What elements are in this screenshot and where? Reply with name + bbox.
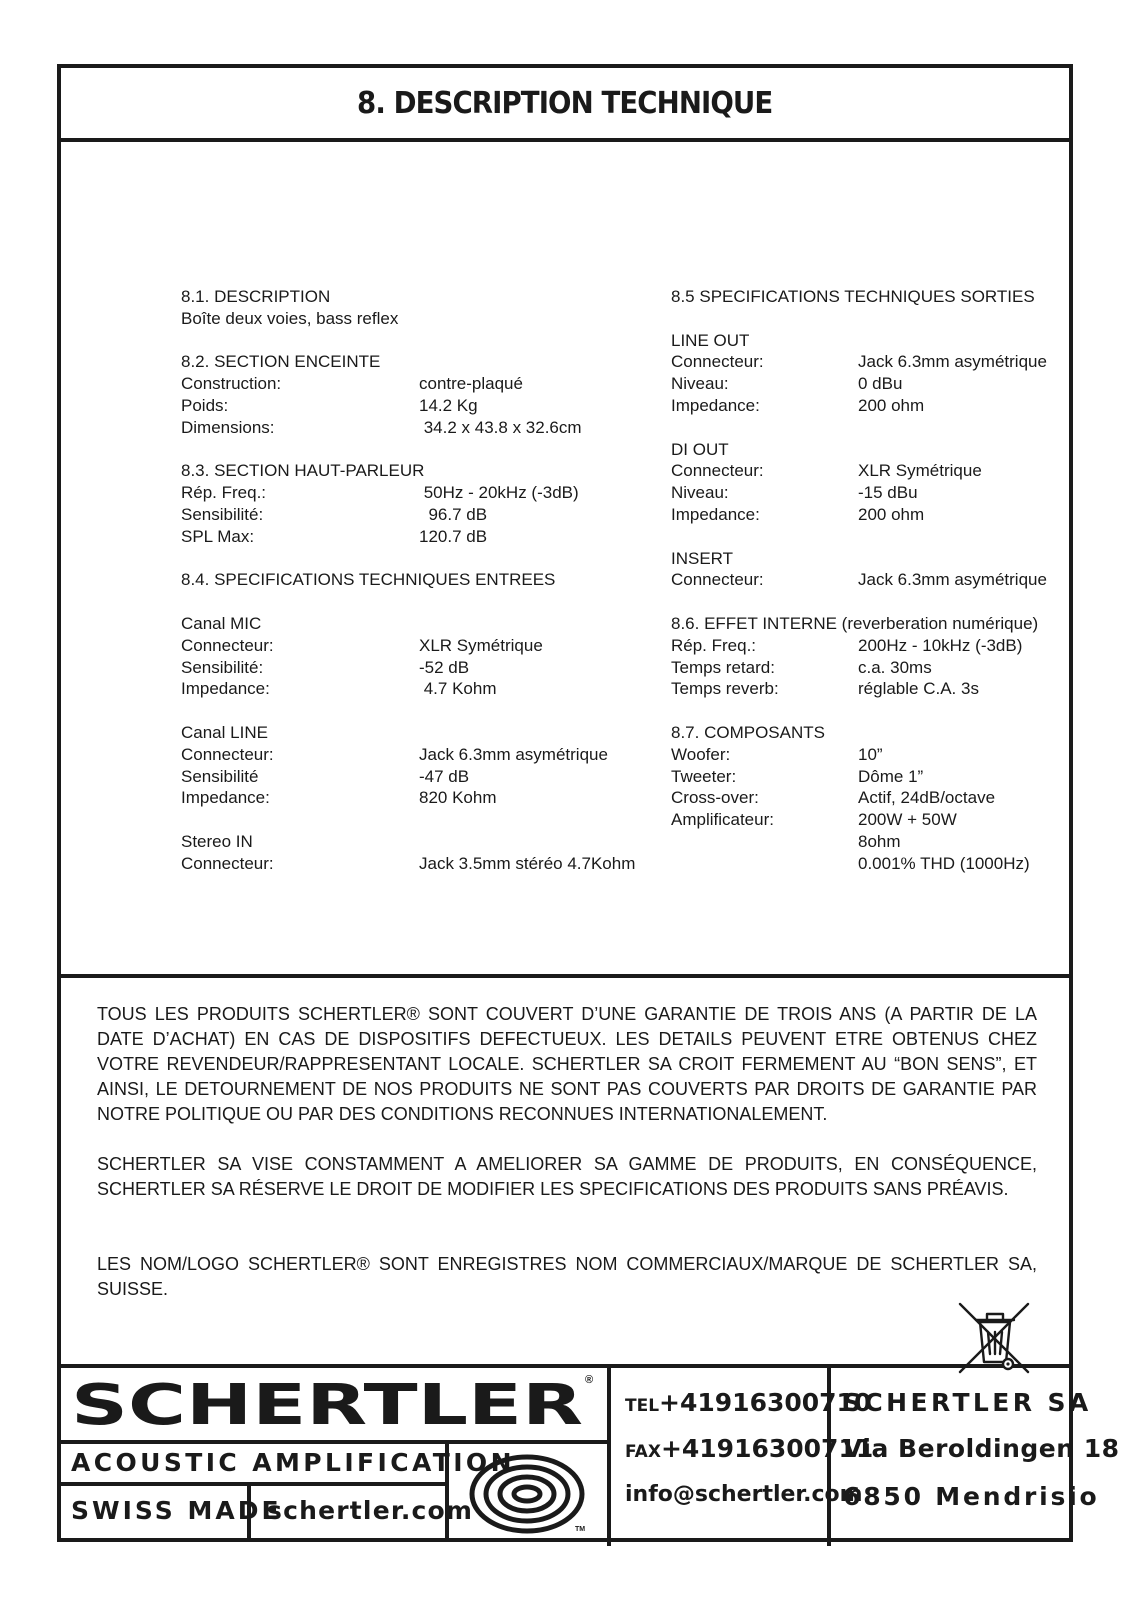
spec-label: SPL Max: <box>181 526 255 546</box>
spec-row <box>181 635 635 657</box>
spec-row <box>671 787 1047 809</box>
page-title: 8. DESCRIPTION TECHNIQUE <box>357 85 773 121</box>
spec-row <box>181 853 635 875</box>
spec-value: 200 ohm <box>858 504 925 524</box>
spacer <box>671 700 1047 722</box>
spec-label: Sensibilité: <box>181 504 264 524</box>
spec-row <box>181 504 635 526</box>
tagline-cell <box>61 1444 515 1486</box>
spec-value: 200 ohm <box>858 395 925 415</box>
spec-value: XLR Symétrique <box>419 635 543 655</box>
spec-label: Impedance: <box>671 504 760 524</box>
swiss-made-cell <box>61 1486 282 1542</box>
spec-value: 200W + 50W <box>858 810 957 830</box>
spec-value: contre-plaqué <box>419 374 523 394</box>
spec-label: Connecteur: <box>671 461 764 481</box>
spec-label: Construction: <box>181 374 282 394</box>
spec-value: 50Hz - 20kHz (-3dB) <box>419 483 579 503</box>
spec-row <box>671 569 1047 591</box>
spec-heading: DI OUT <box>671 439 729 459</box>
tagline: ACOUSTIC AMPLIFICATION <box>71 1448 515 1477</box>
spec-value: réglable C.A. 3s <box>858 679 979 699</box>
spec-row <box>181 766 635 788</box>
spec-heading: 8.1. DESCRIPTION <box>181 287 331 306</box>
trademark-paragraph: LES NOM/LOGO SCHERTLER® SONT ENREGISTRES NOM COMMERCIAUX/MARQUE DE SCHERTLER SA, SUISSE. <box>97 1254 1037 1299</box>
spacer <box>181 439 635 461</box>
spec-row <box>671 504 1047 526</box>
spec-value: -47 dB <box>419 766 470 786</box>
swiss-made-label: SWISS MADE <box>71 1496 282 1525</box>
spec-label: Niveau: <box>671 483 729 503</box>
spec-label: Connecteur: <box>181 853 274 873</box>
spacer <box>671 526 1047 548</box>
spec-label: Sensibilité: <box>181 657 264 677</box>
spec-value: Jack 3.5mm stéréo 4.7Kohm <box>419 853 636 873</box>
product-changes-paragraph: SCHERTLER SA VISE CONSTAMMENT A AMELIORER SA GAMME DE PRODUITS, EN CONSÉQUENCE, SCHERTLER SA RÉSERVE LE DROIT DE MODIFIER LES SPECIFICATIONS DES PRODUITS SANS PRÉAVIS. <box>97 1154 1037 1199</box>
spec-label: Impedance: <box>181 679 270 699</box>
spec-row <box>181 657 635 679</box>
spec-heading: 8.5 SPECIFICATIONS TECHNIQUES SORTIES <box>671 287 1035 306</box>
trademark-mark: TM <box>575 1526 586 1533</box>
spec-label: Temps retard: <box>671 657 775 677</box>
spec-row <box>671 744 1047 766</box>
spec-heading: INSERT <box>671 548 734 568</box>
address-cell <box>831 1368 1120 1546</box>
spacer <box>181 700 635 722</box>
warranty-paragraph: TOUS LES PRODUITS SCHERTLER® SONT COUVERT D’UNE GARANTIE DE TROIS ANS (A PARTIR DE LA DATE D’ACHAT) EN CAS DE DISPOSITIFS DEFECTUEUX. LES DETAILS PEUVENT ETRE OBTENUS CHEZ VOTRE REVENDEUR/RAPPRESENTANT LOCALE. SCHERTLER SA CROIT FERMEMENT AU “BON SENS”, ET AINSI, LE DETOURNEMENT DE NOS PRODUITS NE SONT PAS COUVERTS PAR DROITS DE GARANTIE PAR NOTRE POLITIQUE OU PAR DES CONDITIONS RECONNUES INTERNATIONALEMENT. <box>97 1004 1037 1124</box>
spec-heading: LINE OUT <box>671 330 750 350</box>
spec-heading: Canal LINE <box>181 722 268 742</box>
street-address: Via Beroldingen 18 <box>843 1434 1120 1463</box>
page-frame <box>57 64 1120 1542</box>
spec-label: Rép. Freq.: <box>181 483 267 503</box>
spec-row <box>181 373 635 395</box>
spec-text: Boîte deux voies, bass reflex <box>181 308 399 328</box>
spec-heading: 8.7. COMPOSANTS <box>671 722 825 742</box>
spec-value: 14.2 Kg <box>419 395 478 415</box>
spec-label: Cross-over: <box>671 788 759 808</box>
spec-row <box>671 395 1047 417</box>
specs-right-column <box>671 286 1047 875</box>
spec-label: Dimensions: <box>181 417 275 437</box>
contact-cell <box>607 1368 874 1546</box>
spacer <box>671 308 1047 330</box>
spacer <box>671 417 1047 439</box>
spec-row <box>181 417 635 439</box>
registered-mark: ® <box>585 1374 594 1386</box>
spec-value: c.a. 30ms <box>858 657 932 677</box>
company-name: SCHERTLER SA <box>843 1388 1092 1417</box>
spec-label: Tweeter: <box>671 766 737 786</box>
spec-value: Jack 6.3mm asymétrique <box>858 352 1047 372</box>
spec-value: Dôme 1” <box>858 766 924 786</box>
spec-value: 820 Kohm <box>419 788 497 808</box>
spec-label: Poids: <box>181 395 229 415</box>
spec-row <box>671 766 1047 788</box>
fax-number: +41916300711 <box>660 1434 874 1463</box>
spacer <box>671 591 1047 613</box>
spec-heading: Canal MIC <box>181 613 262 633</box>
technical-specs-section <box>61 142 1069 978</box>
spec-label: Niveau: <box>671 374 729 394</box>
spec-value: -15 dBu <box>858 483 918 503</box>
spec-label: Temps reverb: <box>671 679 779 699</box>
spec-label: Woofer: <box>671 744 731 764</box>
spec-label: Connecteur: <box>181 744 274 764</box>
email-link[interactable]: info@schertler.com <box>625 1482 863 1507</box>
spacer <box>181 548 635 570</box>
spec-value: 0 dBu <box>858 374 903 394</box>
specs-left-column <box>181 286 635 875</box>
spec-value: -52 dB <box>419 657 470 677</box>
spec-label: Connecteur: <box>671 352 764 372</box>
spec-row <box>181 395 635 417</box>
spec-heading: 8.3. SECTION HAUT-PARLEUR <box>181 461 425 481</box>
emblem-cell <box>449 1444 607 1542</box>
spec-value: Actif, 24dB/octave <box>858 788 996 808</box>
spec-value: XLR Symétrique <box>858 461 982 481</box>
spec-label: Connecteur: <box>671 570 764 590</box>
phone-number[interactable]: +41916300710 <box>659 1388 872 1417</box>
spec-label: Rép. Freq.: <box>671 635 757 655</box>
spec-value: Jack 6.3mm asymétrique <box>419 744 608 764</box>
spec-row <box>671 809 1047 831</box>
spec-row <box>671 373 1047 395</box>
website-link[interactable]: schertler.com <box>267 1496 474 1525</box>
spec-value: Jack 6.3mm asymétrique <box>858 570 1047 590</box>
spec-row <box>671 831 1047 853</box>
fax-prefix: FAX <box>625 1442 661 1462</box>
spacer <box>181 809 635 831</box>
phone-prefix: TEL <box>625 1396 660 1416</box>
spec-value: 120.7 dB <box>419 526 488 546</box>
spec-row <box>671 351 1047 373</box>
spec-label: Connecteur: <box>181 635 274 655</box>
spec-row <box>181 678 635 700</box>
spec-value: 4.7 Kohm <box>419 679 497 699</box>
legal-section <box>61 978 1069 1368</box>
spec-row <box>181 526 635 548</box>
spec-value: 200Hz - 10kHz (-3dB) <box>858 635 1023 655</box>
spec-row <box>671 635 1047 657</box>
spec-value: 0.001% THD (1000Hz) <box>858 853 1030 873</box>
spec-row <box>671 678 1047 700</box>
concentric-ovals-emblem-icon <box>467 1450 587 1536</box>
spec-label: Sensibilité <box>181 766 259 786</box>
schertler-logo <box>71 1372 587 1432</box>
spacer <box>181 330 635 352</box>
title-bar <box>61 68 1069 142</box>
spec-row <box>671 853 1047 875</box>
spec-label: Impedance: <box>181 788 270 808</box>
spec-value: 96.7 dB <box>419 504 488 524</box>
spacer <box>181 591 635 613</box>
spec-value: 8ohm <box>858 831 901 851</box>
spec-heading: 8.4. SPECIFICATIONS TECHNIQUES ENTREES <box>181 570 556 590</box>
spec-value: 10” <box>858 744 883 764</box>
spec-row <box>181 744 635 766</box>
city-address: 6850 Mendrisio <box>843 1482 1100 1511</box>
spec-heading: 8.6. EFFET INTERNE (reverberation numérique) <box>671 613 1039 633</box>
spec-row <box>671 460 1047 482</box>
spec-label: Impedance: <box>671 395 760 415</box>
website-cell <box>251 1486 474 1542</box>
spec-heading: Stereo IN <box>181 831 253 851</box>
spec-row <box>671 657 1047 679</box>
brand-footer <box>61 1368 1120 1538</box>
spec-row <box>181 787 635 809</box>
spec-row <box>181 482 635 504</box>
spec-value: 34.2 x 43.8 x 32.6cm <box>419 417 582 437</box>
logo-wordmark: SCHERTLER <box>71 1373 583 1432</box>
spec-heading: 8.2. SECTION ENCEINTE <box>181 352 381 372</box>
logo-cell <box>61 1368 607 1444</box>
spec-row <box>671 482 1047 504</box>
crossed-out-wheelie-bin-icon <box>956 1300 1032 1376</box>
spec-label: Amplificateur: <box>671 810 774 830</box>
